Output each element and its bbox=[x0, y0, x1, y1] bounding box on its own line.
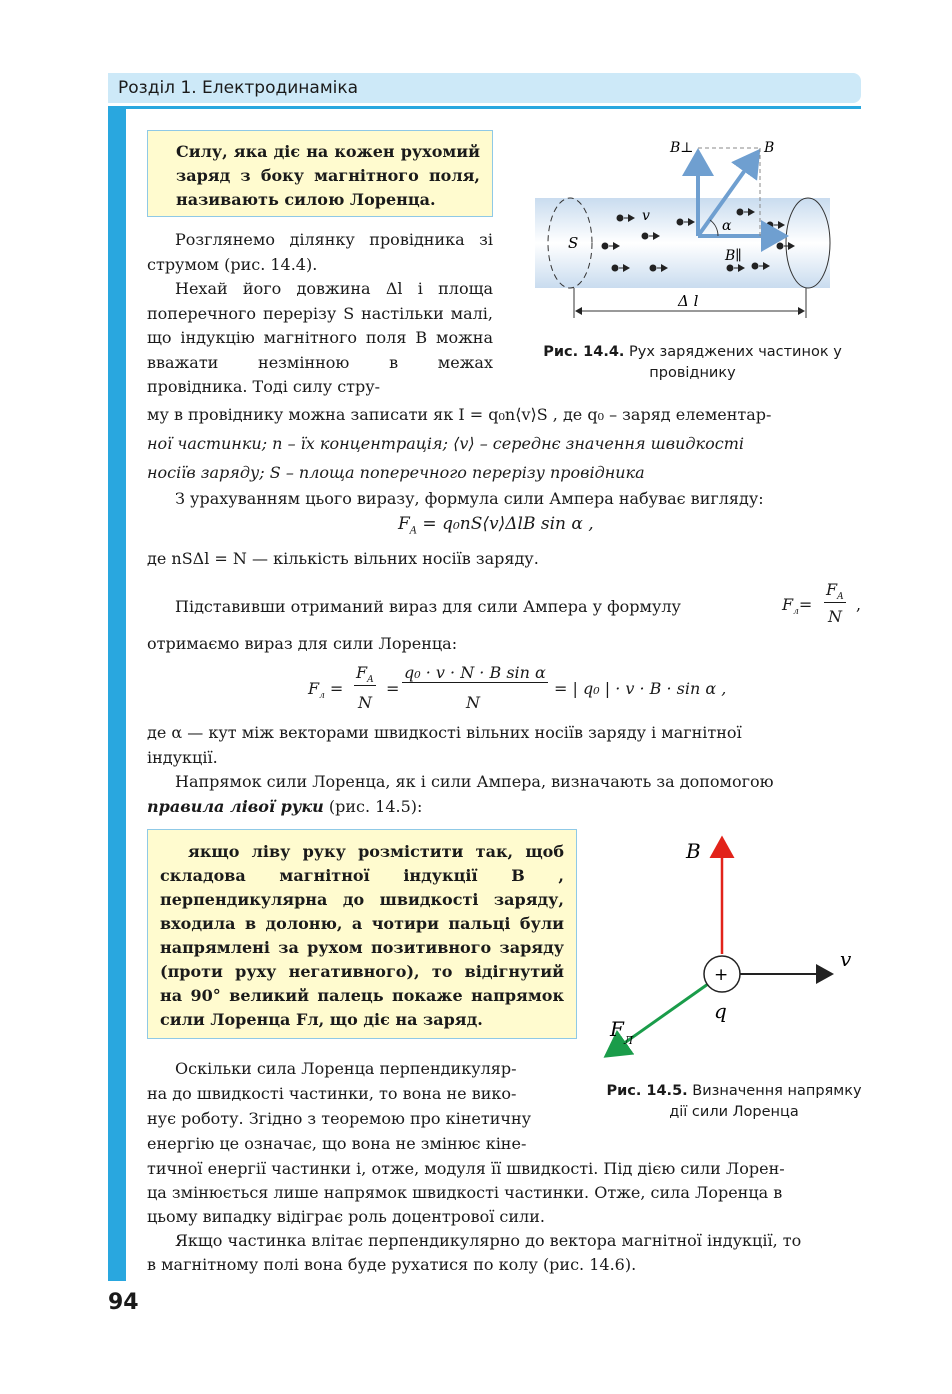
label-alpha: α bbox=[722, 218, 732, 234]
text-line: носіїв заряду; S – площа поперечного перерізу провідника bbox=[147, 463, 645, 482]
text-line: Якщо частинка влітає перпендикулярно до вектора магнітної індукції, то bbox=[175, 1231, 802, 1250]
label-v: v bbox=[642, 208, 650, 224]
text-line: на до швидкості частинки, то вона не вико- bbox=[147, 1084, 517, 1103]
chapter-title: Розділ 1. Електродинаміка bbox=[118, 78, 359, 98]
text-line: Оскільки сила Лоренца перпендикуляр- bbox=[175, 1059, 517, 1078]
text-line: му в провіднику можна записати як I = q₀n⟨v⟩S , де q₀ – заряд елементар- bbox=[147, 405, 772, 424]
figure-conductor bbox=[530, 128, 860, 328]
label-f-sub: Л bbox=[624, 1034, 634, 1047]
label-v: v bbox=[840, 947, 852, 971]
formula-lorentz: $F_л$ = $F_A$ N = q₀ · v · N · B sin α N = | q₀ | · v · B · sin α , bbox=[308, 663, 727, 712]
side-accent-bar bbox=[108, 109, 126, 1281]
text-line: ца змінюється лише напрямок швидкості частинки. Отже, сила Лоренца в bbox=[147, 1183, 783, 1202]
figure-caption bbox=[520, 342, 865, 384]
left-hand-rule-text: якщо ліву руку розмістити так, щоб складова магнітної індукції B , перпендикулярна до швидкості заряду, входила в долоню, а чотири пальці були напрямлені за рухом позитивного заряду (проти руху негативного), то відігнутий на 90° великий палець покаже напрямок сили Лоренца Fл, що діє на заряд. bbox=[160, 842, 564, 1029]
label-dl: Δ l bbox=[678, 292, 699, 310]
text-line: де α — кут між векторами швидкості вільних носіїв заряду і магнітної bbox=[147, 723, 742, 742]
paragraph-line: Розглянемо ділянку провідника зі струмом (рис. 14.4). bbox=[147, 230, 493, 274]
text-line: нує роботу. Згідно з теоремою про кінетичну bbox=[147, 1109, 532, 1128]
label-b: B bbox=[686, 839, 701, 863]
text-line: Напрямок сили Лоренца, як і сили Ампера, визначають за допомогою bbox=[175, 772, 774, 791]
caption-text: Рух заряджених частинок у провіднику bbox=[629, 344, 842, 381]
rule-name: правила лівої руки bbox=[147, 797, 324, 816]
paragraph-intro bbox=[147, 228, 493, 400]
label-q: q bbox=[714, 999, 727, 1023]
label-b-parallel: B∥ bbox=[725, 248, 742, 264]
caption-text: Визначення напрямку дії сили Лоренца bbox=[669, 1083, 862, 1120]
paragraph-line: Нехай його довжина Δl і площа поперечного перерізу S настільки малі, що індукцію магнітного поля B можна вважати незмінною в межах провідника. Тоді силу стру- bbox=[147, 279, 493, 396]
caption-number: Рис. 14.4. bbox=[543, 344, 625, 360]
left-hand-rule-box bbox=[147, 829, 577, 1039]
page-number: 94 bbox=[108, 1290, 139, 1315]
text-line: тичної енергії частинки і, отже, модуля її швидкості. Під дією сили Лорен- bbox=[147, 1159, 785, 1178]
text-line: правила лівої руки (рис. 14.5): bbox=[147, 797, 423, 816]
formula-ampere: $F_A$ = q₀nS⟨v⟩ΔlB sin α , bbox=[398, 514, 594, 537]
label-f: F bbox=[610, 1017, 624, 1041]
text-line: індукції. bbox=[147, 748, 218, 767]
label-b: B bbox=[764, 140, 775, 156]
text-line: енергію це означає, що вона не змінює кіне- bbox=[147, 1134, 527, 1153]
text-line: в магнітному полі вона буде рухатися по колу (рис. 14.6). bbox=[147, 1255, 637, 1274]
text-line: отримаємо вираз для сили Лоренца: bbox=[147, 634, 458, 653]
text-line: де nSΔl = N — кількість вільних носіїв заряду. bbox=[147, 549, 539, 568]
header-divider bbox=[108, 106, 861, 109]
label-s: S bbox=[568, 234, 579, 252]
text-line: Підставивши отриманий вираз для сили Ампера у формулу bbox=[175, 597, 681, 616]
text-line: З урахуванням цього виразу, формула сили Ампера набуває вигляду: bbox=[175, 489, 764, 508]
figure-lorentz-force bbox=[596, 820, 866, 1070]
text-line: ної частинки; n – їх концентрація; ⟨v⟩ – середнє значення швидкості bbox=[147, 434, 744, 453]
definition-box bbox=[147, 130, 493, 217]
figure-caption bbox=[600, 1081, 868, 1123]
caption-number: Рис. 14.5. bbox=[606, 1083, 688, 1099]
definition-text: Силу, яка діє на кожен рухомий заряд з боку магнітного поля, називають силою Лоренца. bbox=[176, 142, 480, 209]
plus-sign: + bbox=[714, 965, 729, 985]
text-line: цьому випадку відіграє роль доцентрової сили. bbox=[147, 1207, 545, 1226]
label-b-perp: B⊥ bbox=[670, 140, 694, 156]
